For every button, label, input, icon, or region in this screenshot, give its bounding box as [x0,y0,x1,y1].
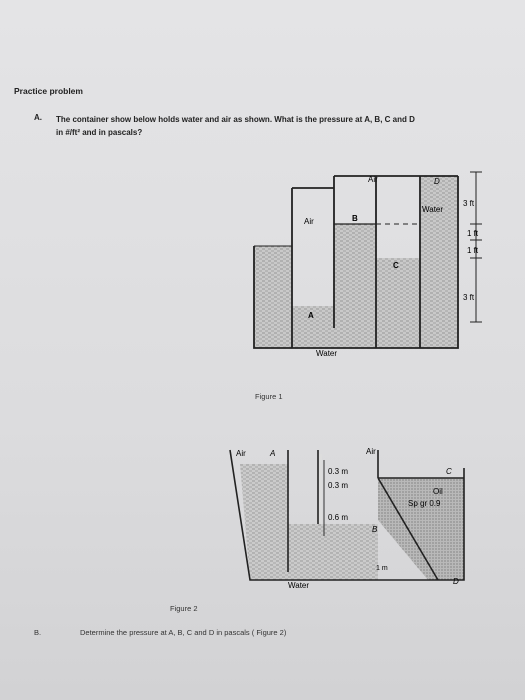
fig1-dim-3ft-top: 3 ft [463,199,475,208]
fig1-water-bottom-label: Water [316,349,338,358]
fig1-c-label: C [393,261,399,270]
fig2-water-label: Water [288,581,310,590]
fig1-dim-1ft-b: 1 ft [467,246,479,255]
fig2-a-label: A [270,449,276,458]
fig2-b-label: B [372,525,378,534]
fig1-dim-3ft-bottom: 3 ft [463,293,475,302]
fig1-air-left-label: Air [304,217,314,226]
figure-2-diagram [228,440,473,590]
fig2-dim-1m: 1 m [376,565,388,572]
water-b-tube-region [334,224,376,348]
fig1-b-label: B [352,214,358,223]
question-a-text [56,113,506,139]
question-b-label: B. [34,628,42,637]
figure-2-caption: Figure 2 [170,604,198,613]
center-water-region [288,524,378,580]
figure-1-caption: Figure 1 [255,392,283,401]
figure-1-diagram [250,168,500,363]
water-c-region [376,258,420,348]
question-a-line1: The container show below holds water and air as shown. What is the pressure at A, B, C and D [56,115,415,124]
fig2-c-label: C [446,467,452,476]
page-title: Practice problem [14,86,83,96]
question-a-label: A. [34,113,42,122]
fig2-spgr-label: Sp gr 0.9 [408,499,441,508]
water-left-region [254,246,292,348]
fig1-d-label: D [434,177,440,186]
water-right-region [420,176,458,348]
fig2-air-left-label: Air [236,449,246,458]
fig2-dim-03m-b: 0.3 m [328,481,349,490]
oil-region [378,478,464,580]
fig2-dim-06m: 0.6 m [328,513,349,522]
fig1-water-right-label: Water [422,205,444,214]
question-a-line2: in #/ft² and in pascals? [56,128,143,137]
question-b-text: Determine the pressure at A, B, C and D in pascals ( Figure 2) [80,628,287,637]
fig2-oil-label: Oil [433,487,443,496]
fig2-dim-03m-a: 0.3 m [328,467,349,476]
fig2-d-label: D [453,577,459,586]
fig1-air-top-label: Air [368,175,378,184]
fig1-a-label: A [308,311,314,320]
fig2-air-right-label: Air [366,447,376,456]
fig1-dim-1ft-a: 1 ft [467,229,479,238]
